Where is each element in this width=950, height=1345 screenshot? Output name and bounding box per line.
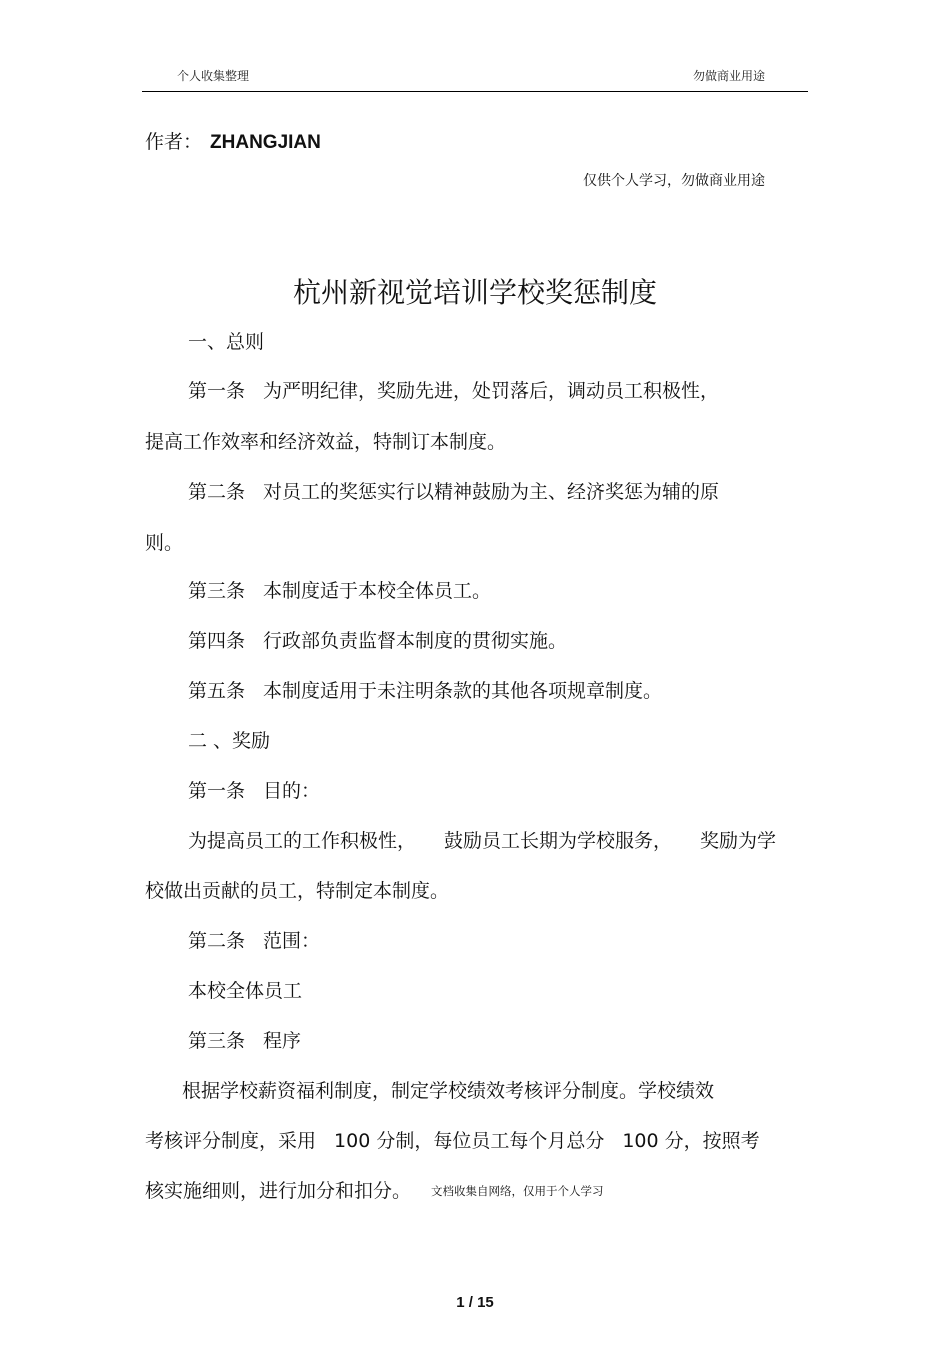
- article-text: 本制度适于本校全体员工。: [263, 580, 492, 602]
- reward-scope-line: 本校全体员工: [188, 980, 303, 1002]
- usage-note: 仅供个人学习，勿做商业用途: [583, 173, 765, 189]
- section-heading-general: 一、总则: [188, 331, 265, 353]
- article-text: 目的：: [263, 780, 321, 802]
- reward-purpose-line-2: 校做出贡献的员工，特制定本制度。: [145, 880, 450, 902]
- section-heading-rewards: 二 、奖励: [188, 730, 271, 752]
- header-left-text: 个人收集整理: [177, 69, 250, 83]
- article-number: 第一条: [188, 380, 246, 402]
- text-run: 为提高员工的工作积极性，: [188, 830, 417, 852]
- article-2-line-2: 则。: [145, 532, 184, 554]
- reward-purpose-line-1: [188, 828, 776, 854]
- reward-article-3: [188, 1028, 301, 1054]
- article-text: 对员工的奖惩实行以精神鼓励为主、经济奖惩为辅的原: [263, 481, 720, 503]
- article-number: 第二条: [188, 930, 246, 952]
- article-4-line: [188, 628, 567, 654]
- procedure-line-2: [145, 1128, 760, 1154]
- article-number: 第三条: [188, 1030, 246, 1052]
- article-5-line: [188, 678, 662, 704]
- text-run: 100 分制，每位员工每个月总分: [334, 1130, 605, 1152]
- author-name: ZHANGJIAN: [210, 132, 321, 153]
- text-run: 核实施细则，进行加分和扣分。: [145, 1180, 412, 1202]
- article-text: 为严明纪律，奖励先进，处罚落后，调动员工积极性，: [263, 380, 720, 402]
- reward-article-1: [188, 778, 320, 804]
- source-note: 文档收集自网络，仅用于个人学习: [431, 1184, 604, 1198]
- page-number: 1 / 15: [456, 1294, 494, 1311]
- article-number: 第三条: [188, 580, 246, 602]
- reward-article-2: [188, 928, 320, 954]
- text-run: 鼓励员工长期为学校服务，: [444, 830, 673, 852]
- text-run: 奖励为学: [700, 830, 777, 852]
- article-number: 第五条: [188, 680, 246, 702]
- article-3-line: [188, 578, 491, 604]
- header-rule: [142, 91, 808, 92]
- article-number: 第四条: [188, 630, 246, 652]
- article-text: 程序: [263, 1030, 302, 1052]
- article-text: 本制度适用于未注明条款的其他各项规章制度。: [263, 680, 663, 702]
- procedure-line-3: [145, 1178, 604, 1204]
- article-text: 行政部负责监督本制度的贯彻实施。: [263, 630, 568, 652]
- article-text: 范围：: [263, 930, 321, 952]
- article-2-line-1: [188, 479, 719, 505]
- article-1-line-2: 提高工作效率和经济效益，特制订本制度。: [145, 431, 507, 453]
- author-line: [145, 130, 321, 155]
- author-label: 作者：: [145, 131, 203, 153]
- article-1-line-1: [188, 378, 719, 404]
- procedure-line-1: 根据学校薪资福利制度，制定学校绩效考核评分制度。学校绩效: [182, 1080, 715, 1102]
- header-right-text: 勿做商业用途: [692, 69, 765, 83]
- text-run: 100 分，按照考: [622, 1130, 760, 1152]
- article-number: 第二条: [188, 481, 246, 503]
- document-title: 杭州新视觉培训学校奖惩制度: [292, 276, 657, 309]
- article-number: 第一条: [188, 780, 246, 802]
- text-run: 考核评分制度，采用: [145, 1130, 317, 1152]
